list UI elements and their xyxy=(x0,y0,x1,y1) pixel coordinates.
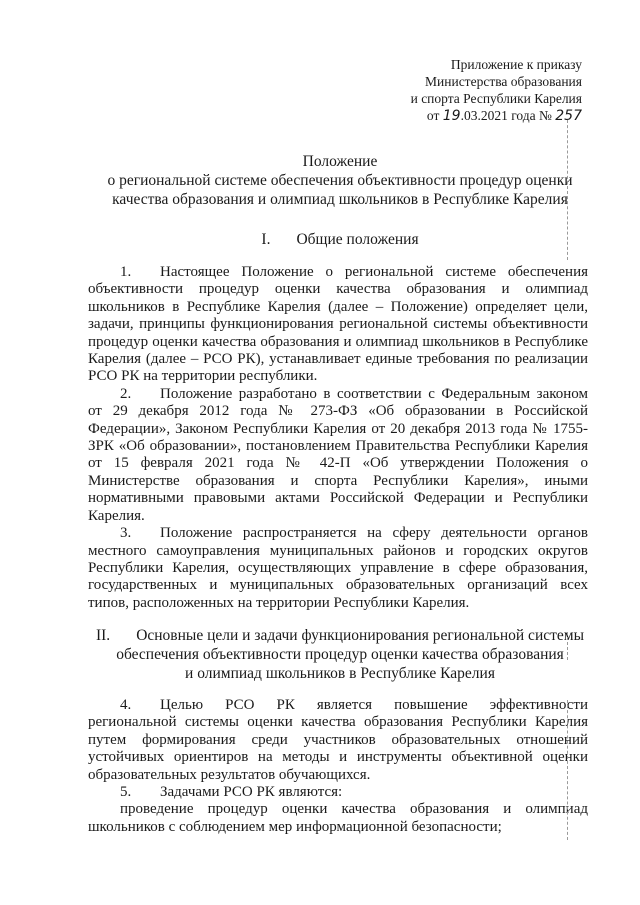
paragraph-5-number: 5. xyxy=(120,784,132,801)
handwritten-day: 19 xyxy=(442,108,461,124)
paragraph-5-text: Задачами РСО РК являются: xyxy=(160,784,343,801)
section-2-heading xyxy=(80,626,600,683)
paragraph-5-item-1-text: проведение процедур оценки качества образования и олимпиад школьников с соблюдением мер информационной безопасности; xyxy=(88,801,588,835)
date-rest: .03.2021 года № xyxy=(460,108,552,123)
paragraph-1-text: Настоящее Положение о региональной системе обеспечения объективности процедур оценки качества образования и олимпиад школьников в Республике Карелия (далее – Положение) определяет цели, задачи, принципы функционирования региональной системы объективности процедур оценки качества образования и олимпиад школьников в Республике Карелия (далее – РСО РК), устанавливает единые требования по реализации РСО РК на территории республики. xyxy=(88,264,588,385)
section-1-numeral: I. xyxy=(261,231,271,248)
section-1-body xyxy=(88,264,588,612)
scan-margin-mark-top xyxy=(567,120,568,260)
section-2-body xyxy=(88,697,588,836)
title-line-1: Положение xyxy=(302,153,378,170)
appendix-line-1: Приложение к приказу xyxy=(450,57,582,72)
section-2-title-line-1: Основные цели и задачи функционирования региональной системы xyxy=(136,627,584,644)
date-prefix: от xyxy=(426,108,440,123)
paragraph-2 xyxy=(88,386,588,525)
section-2-numeral: II. xyxy=(95,627,111,644)
section-2-title-line-2: обеспечения объективности процедур оценки качества образования xyxy=(116,646,564,663)
document-title xyxy=(80,152,600,209)
handwritten-order-number: 257 xyxy=(555,108,582,124)
paragraph-1 xyxy=(88,264,588,386)
paragraph-4 xyxy=(88,697,588,784)
paragraph-2-number: 2. xyxy=(120,385,132,402)
paragraph-4-text: Целью РСО РК является повышение эффективности региональной системы оценки качества образования Республики Карелия путем формирования среди участников образовательных отношений устойчивых ориентиров на методы и инструменты объективной оценки образовательных результатов обучающихся. xyxy=(88,697,588,783)
scan-margin-mark-bottom xyxy=(567,700,568,840)
paragraph-3-number: 3. xyxy=(120,525,132,542)
appendix-line-2: Министерства образования xyxy=(425,74,582,89)
appendix-line-3: и спорта Республики Карелия xyxy=(410,91,582,106)
appendix-date-line xyxy=(411,107,582,125)
title-line-3: качества образования и олимпиад школьников в Республике Карелия xyxy=(112,191,568,208)
title-line-2: о региональной системе обеспечения объективности процедур оценки xyxy=(107,172,573,189)
paragraph-3-text: Положение распространяется на сферу деятельности органов местного самоуправления муниципальных районов и городских округов Республики Карелия, осуществляющих управление в сфере образования, государственных и муниципальных образовательных организаций всех типов, расположенных на территории Республики Карелия. xyxy=(88,525,588,611)
paragraph-1-number: 1. xyxy=(120,264,132,280)
section-2-title-line-3: и олимпиад школьников в Республике Карелия xyxy=(185,665,495,682)
section-1-heading xyxy=(80,230,600,249)
paragraph-5 xyxy=(88,784,588,801)
paragraph-5-item-1 xyxy=(88,801,588,836)
paragraph-2-text: Положение разработано в соответствии с Федеральным законом от 29 декабря 2012 года № 273-ФЗ «Об образовании в Российской Федерации», Законом Республики Карелия от 20 декабря 2013 года № 1755-ЗРК «Об образовании», постановлением Правительства Республики Карелия от 15 февраля 2021 года № 42-П «Об утверждении Положения о Министерстве образования и спорта Республики Карелия», иными нормативными правовыми актами Российской Федерации и Республики Карелия. xyxy=(88,385,588,524)
appendix-header xyxy=(411,56,582,125)
paragraph-3 xyxy=(88,525,588,612)
paragraph-4-number: 4. xyxy=(120,697,132,713)
section-1-title: Общие положения xyxy=(296,231,419,248)
scan-margin-mark-mid xyxy=(567,632,568,660)
